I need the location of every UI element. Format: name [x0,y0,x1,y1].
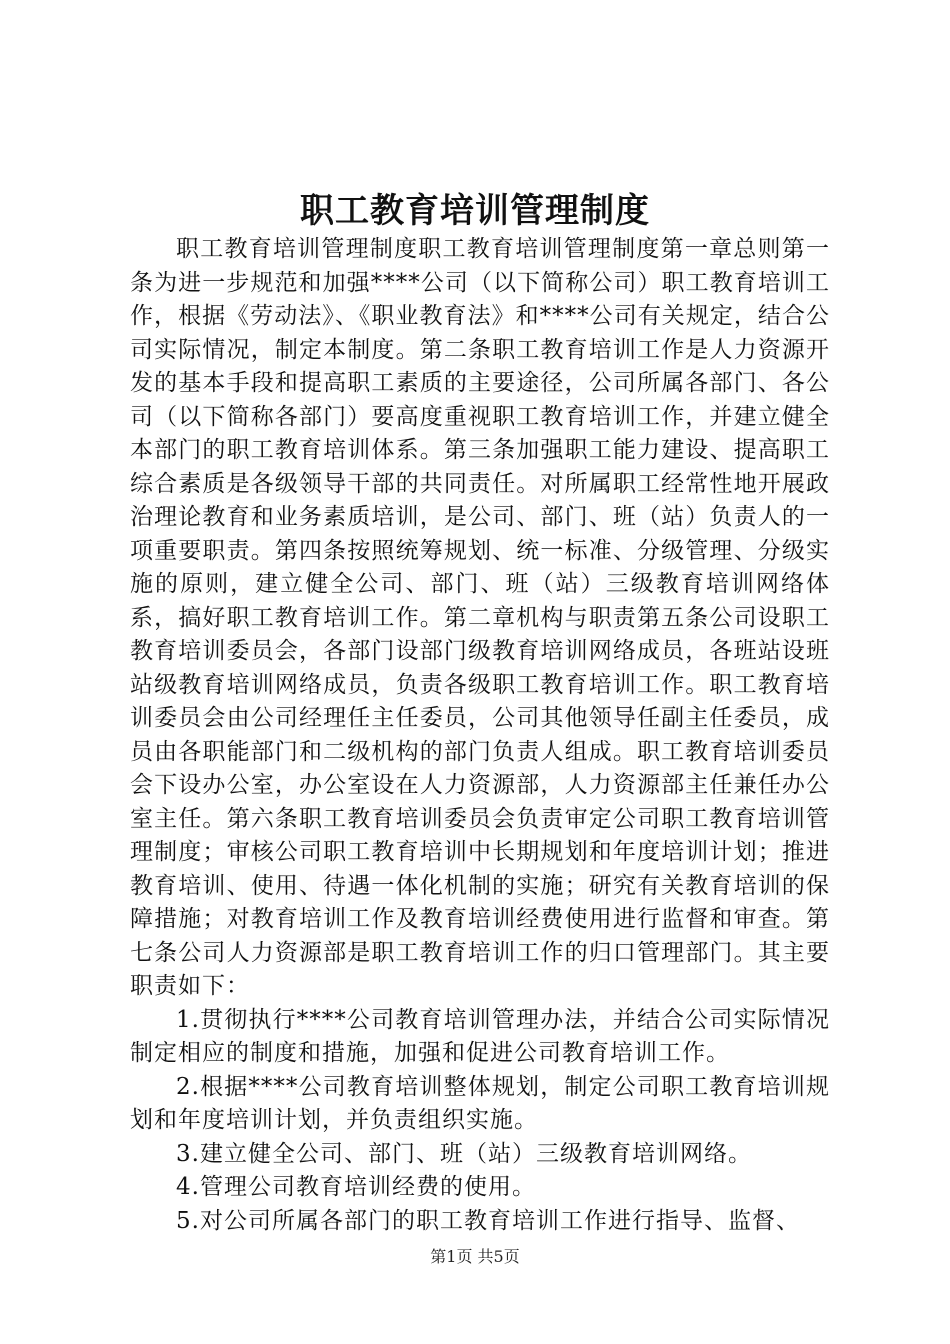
page-number-footer: 第1页 共5页 [430,1247,520,1266]
paragraph-main: 职工教育培训管理制度职工教育培训管理制度第一章总则第一条为进一步规范和加强****公司（以下简称公司）职工教育培训工作，根据《劳动法》、《职业教育法》和****公司有关规定，结合公司实际情况，制定本制度。第二条职工教育培训工作是人力资源开发的基本手段和提高职工素质的主要途径，公司所属各部门、各公司（以下简称各部门）要高度重视职工教育培训工作，并建立健全本部门的职工教育培训体系。第三条加强职工能力建设、提高职工综合素质是各级领导干部的共同责任。对所属职工经常性地开展政治理论教育和业务素质培训，是公司、部门、班（站）负责人的一项重要职责。第四条按照统筹规划、统一标准、分级管理、分级实施的原则，建立健全公司、部门、班（站）三级教育培训网络体系，搞好职工教育培训工作。第二章机构与职责第五条公司设职工教育培训委员会，各部门设部门级教育培训网络成员，各班站设班站级教育培训网络成员，负责各级职工教育培训工作。职工教育培训委员会由公司经理任主任委员，公司其他领导任副主任委员，成员由各职能部门和二级机构的部门负责人组成。职工教育培训委员会下设办公室，办公室设在人力资源部，人力资源部主任兼任办公室主任。第六条职工教育培训委员会负责审定公司职工教育培训管理制度；审核公司职工教育培训中长期规划和年度培训计划；推进教育培训、使用、待遇一体化机制的实施；研究有关教育培训的保障措施；对教育培训工作及教育培训经费使用进行监督和审查。第七条公司人力资源部是职工教育培训工作的归口管理部门。其主要职责如下： [130,236,830,999]
document-title: 职工教育培训管理制度 [300,191,650,231]
paragraph-item-5: 5.对公司所属各部门的职工教育培训工作进行指导、监督、 [176,1207,800,1234]
paragraph-item-3: 3.建立健全公司、部门、班（站）三级教育培训网络。 [176,1140,752,1167]
paragraph-item-1: 1.贯彻执行****公司教育培训管理办法，并结合公司实际情况制定相应的制度和措施，加强和促进公司教育培训工作。 [130,1006,830,1066]
paragraph-item-2: 2.根据****公司教育培训整体规划，制定公司职工教育培训规划和年度培训计划，并负责组织实施。 [130,1073,830,1133]
document-body [130,233,830,1238]
paragraph-item-4: 4.管理公司教育培训经费的使用。 [176,1174,536,1200]
